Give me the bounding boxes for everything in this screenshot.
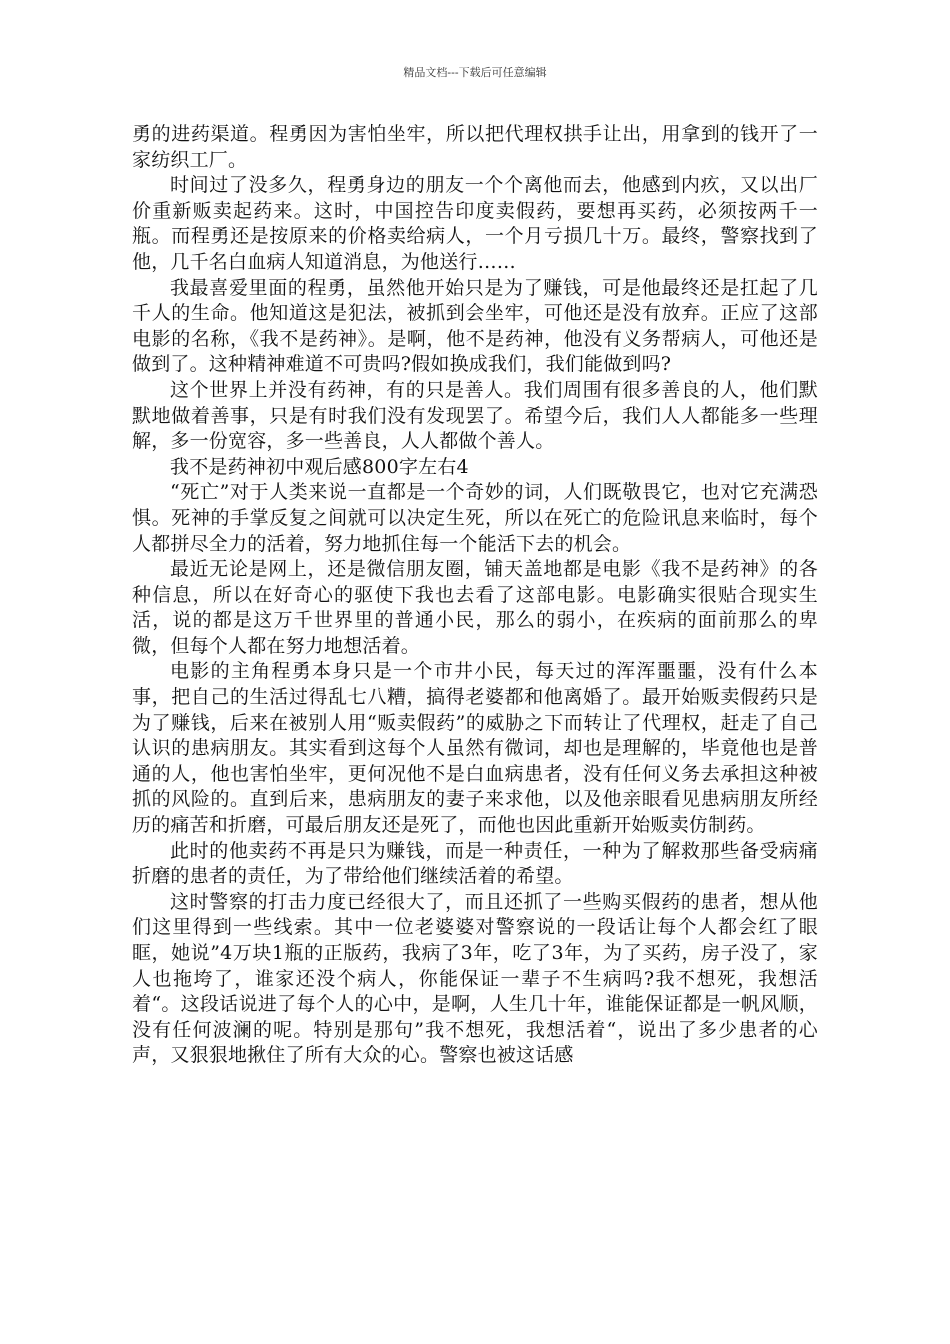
paragraph-9: 这时警察的打击力度已经很大了，而且还抓了一些购买假药的患者，想从他们这里得到一些线索。其中一位老婆婆对警察说的一段话让每个人都会红了眼眶，她说”4万块1瓶的正版药，我病了3年，吃了3年，为了买药，房子没了，家人也拖垮了，谁家还没个病人，你能保证一辈子不生病吗?我不想死，我想活着“。这段话说进了每个人的心中，是啊，人生几十年，谁能保证都是一帆风顺，没有任何波澜的呢。特别是那句”我不想死，我想活着“，说出了多少患者的心声，又狠狠地揪住了所有大众的心。警察也被这话感 bbox=[132, 890, 818, 1067]
paragraph-4: 这个世界上并没有药神，有的只是善人。我们周围有很多善良的人，他们默默地做着善事，只是有时我们没有发现罢了。希望今后，我们人人都能多一些理解，多一份宽容，多一些善良，人人都做个善人。 bbox=[132, 378, 818, 453]
paragraph-2: 时间过了没多久，程勇身边的朋友一个个离他而去，他感到内疚，又以出厂价重新贩卖起药来。这时，中国控告印度卖假药，要想再买药，必须按两千一瓶。而程勇还是按原来的价格卖给病人，一个月亏损几十万。最终，警察找到了他，几千名白血病人知道消息，为他送行…… bbox=[132, 174, 818, 273]
paragraph-1: 勇的进药渠道。程勇因为害怕坐牢，所以把代理权拱手让出，用拿到的钱开了一家纺织工厂。 bbox=[132, 123, 818, 171]
paragraph-3: 我最喜爱里面的程勇，虽然他开始只是为了赚钱，可是他最终还是扛起了几千人的生命。他知道这是犯法，被抓到会坐牢，可他还是没有放弃。正应了这部电影的名称，《我不是药神》。是啊，他不是药神，他没有义务帮病人，可他还是做到了。这种精神难道不可贵吗?假如换成我们，我们能做到吗? bbox=[132, 276, 818, 376]
section-title: 我不是药神初中观后感800字左右4 bbox=[170, 455, 469, 478]
paragraph-8: 此时的他卖药不再是只为赚钱，而是一种责任，一种为了解救那些备受病痛折磨的患者的责任，为了带给他们继续活着的希望。 bbox=[132, 839, 818, 888]
paragraph-5: “死亡”对于人类来说一直都是一个奇妙的词，人们既敬畏它，也对它充满恐惧。死神的手掌反复之间就可以决定生死，所以在死亡的危险讯息来临时，每个人都拼尽全力的活着，努力地抓住每一个能活下去的机会。 bbox=[132, 481, 818, 555]
paragraph-7: 电影的主角程勇本身只是一个市井小民，每天过的浑浑噩噩，没有什么本事，把自己的生活过得乱七八糟，搞得老婆都和他离婚了。最开始贩卖假药只是为了赚钱，后来在被别人用“贩卖假药”的威胁之下而转让了代理权，赶走了自己认识的患病朋友。其实看到这每个人虽然有微词，却也是理解的，毕竟他也是普通的人，他也害怕坐牢，更何况他不是白血病患者，没有任何义务去承担这种被抓的风险的。直到后来，患病朋友的妻子来求他，以及他亲眼看见患病朋友所经历的痛苦和折磨，可最后朋友还是死了，而他也因此重新开始贩卖仿制药。 bbox=[132, 660, 818, 837]
document-body bbox=[132, 122, 818, 1069]
page-header: 精品文档---下载后可任意编辑 bbox=[403, 66, 547, 79]
paragraph-6: 最近无论是网上，还是微信朋友圈，铺天盖地都是电影《我不是药神》的各种信息，所以在好奇心的驱使下我也去看了这部电影。电影确实很贴合现实生活，说的都是这万千世界里的普通小民，那么的弱小，在疾病的面前那么的卑微，但每个人都在努力地想活着。 bbox=[132, 558, 818, 657]
